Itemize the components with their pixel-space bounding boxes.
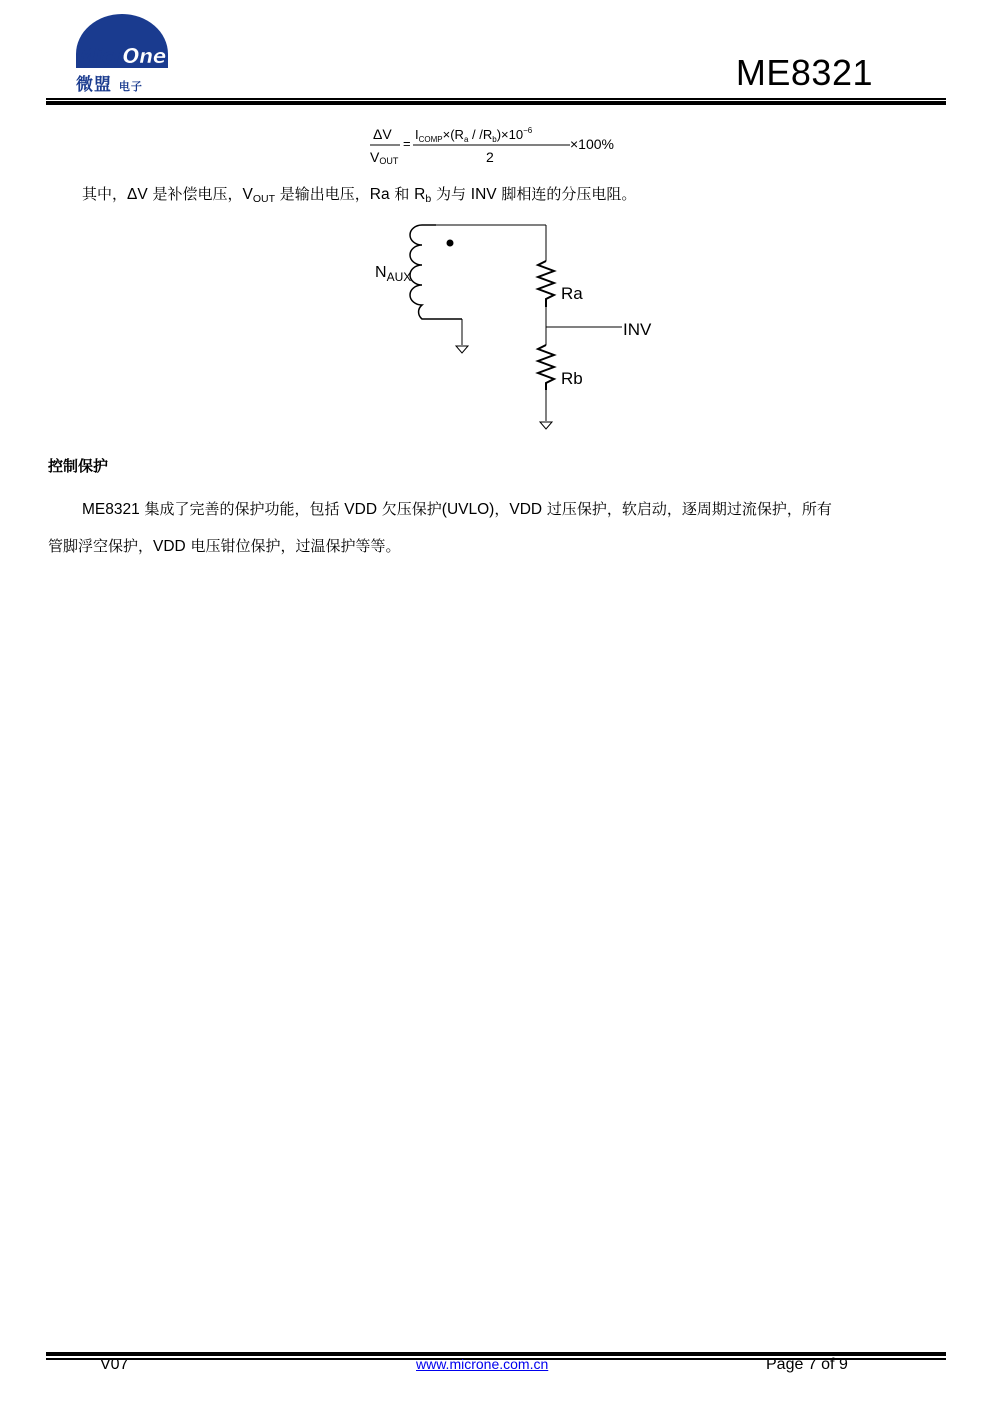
logo-wordmark: MicrOne	[76, 44, 166, 68]
logo-chinese: 微盟 电子	[76, 75, 143, 95]
compensation-formula	[367, 122, 637, 170]
divider-circuit-diagram	[360, 215, 670, 440]
formula-rhs-numerator: $I_{COMP}\times(R_a / /R_b)\times 10^{-6}$	[415, 126, 533, 144]
label-naux: $N_{AUX}$	[375, 264, 412, 284]
section-heading: 控制保护	[48, 457, 109, 475]
aux-winding-coil	[410, 225, 462, 319]
resistor-rb	[538, 345, 554, 390]
resistor-ra	[538, 261, 554, 307]
footer-page-number: Page 7 of 9	[766, 1356, 848, 1373]
body-line-2: 管脚浮空保护，VDD 电压钳位保护，过温保护等等。	[48, 537, 401, 555]
label-ra: Ra	[561, 284, 583, 303]
footer-website[interactable]	[416, 1356, 548, 1374]
footer-version: V07	[100, 1356, 129, 1373]
ground-icon	[540, 422, 552, 429]
label-rb: Rb	[561, 369, 583, 388]
part-number: ME8321	[735, 52, 873, 93]
website-link[interactable]: www.microne.com.cn	[416, 1356, 549, 1372]
formula-rhs-denominator: 2	[486, 149, 494, 165]
header-rule-thin	[46, 98, 946, 100]
formula-lhs-denominator: VOUT	[370, 149, 399, 166]
formula-lhs-numerator: ΔV	[373, 126, 392, 142]
formula-equals: =	[403, 136, 411, 151]
polarity-dot	[447, 240, 454, 247]
section-body	[48, 490, 946, 566]
ground-icon	[456, 346, 468, 353]
formula-tail: ×100%	[570, 136, 614, 152]
label-inv: INV	[623, 320, 652, 339]
header-rule-thick	[46, 101, 946, 105]
formula-explanation: 其中，ΔV 是补偿电压，$V_{OUT}$ 是输出电压，Ra 和 $R_b$ 为与 INV 脚相连的分压电阻。	[82, 185, 637, 205]
body-line-1: ME8321 集成了完善的保护功能，包括 VDD 欠压保护(UVLO)，VDD 过压保护，软启动，逐周期过流保护，所有	[82, 500, 832, 518]
